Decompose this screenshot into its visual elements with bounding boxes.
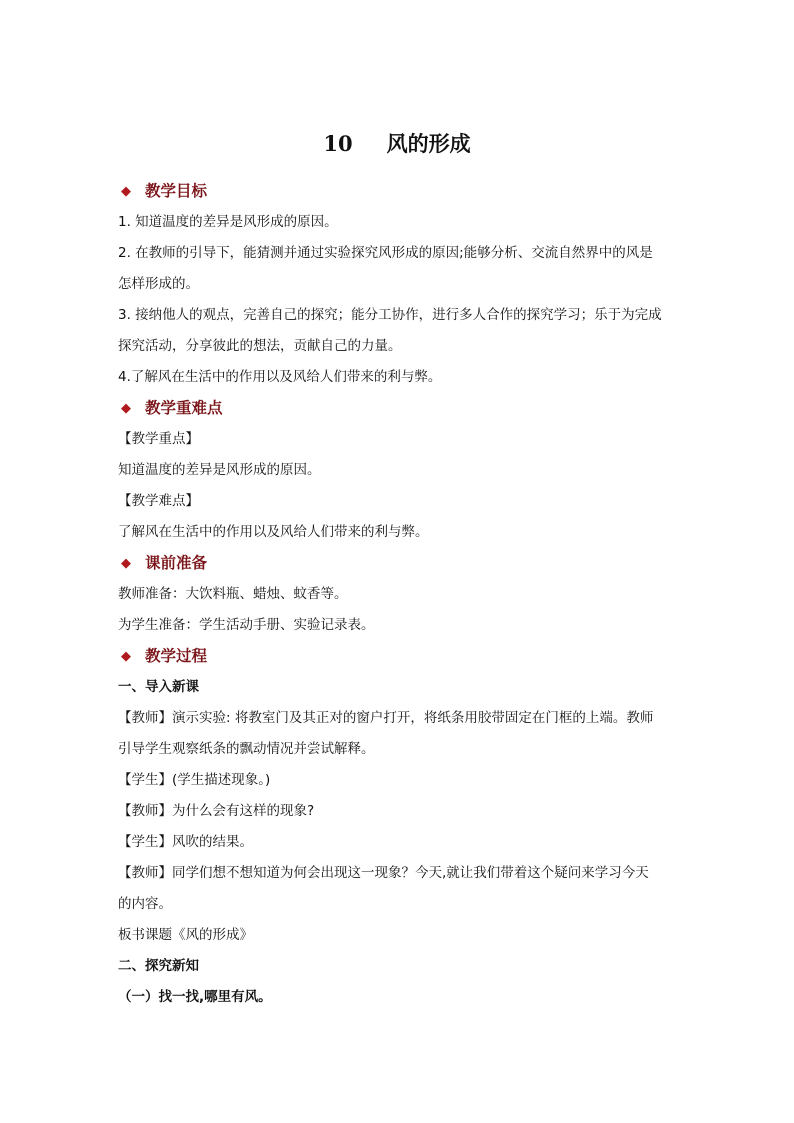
dialogue-line-continued: 的内容。 (118, 896, 172, 912)
dialogue-line: 【教师】同学们想不想知道为何会出现这一现象？今天,就让我们带着这个疑问来学习今天 (118, 865, 649, 881)
diamond-bullet-icon: ◆ (121, 556, 131, 571)
section-heading-text: 教学过程 (145, 647, 208, 665)
teacher-preparation: 教师准备：大饮料瓶、蜡烛、蚊香等。 (118, 586, 348, 602)
objective-item: 1. 知道温度的差异是风形成的原因。 (118, 214, 338, 230)
objective-item: 3. 接纳他人的观点，完善自己的探究；能分工协作，进行多人合作的探究学习；乐于为完成 (118, 307, 662, 323)
objective-item: 4.了解风在生活中的作用以及风给人们带来的利与弊。 (118, 369, 442, 385)
section-heading-text: 教学重难点 (145, 399, 223, 417)
key-point-text: 知道温度的差异是风形成的原因。 (118, 462, 321, 478)
section-heading-text: 课前准备 (145, 554, 208, 572)
dialogue-line: 【学生】风吹的结果。 (118, 834, 253, 850)
section-heading-process (118, 641, 678, 672)
objective-item-continued: 怎样形成的。 (118, 276, 199, 292)
difficulty-label: 【教学难点】 (118, 493, 199, 509)
section-heading-preparation (118, 548, 678, 579)
objective-item-continued: 探究活动，分享彼此的想法，贡献自己的力量。 (118, 338, 402, 354)
dialogue-line: 【教师】为什么会有这样的现象? (118, 803, 315, 819)
dialogue-line: 【教师】演示实验: 将教室门及其正对的窗户打开，将纸条用胶带固定在门框的上端。教师 (118, 710, 654, 726)
dialogue-line: 【学生】(学生描述现象。) (118, 772, 271, 788)
document-body (118, 176, 678, 1013)
key-point-label: 【教学重点】 (118, 431, 199, 447)
diamond-bullet-icon: ◆ (121, 401, 131, 416)
section-heading-key-points (118, 393, 678, 424)
part-title-introduction: 一、导入新课 (118, 679, 199, 695)
subsection-title: （一）找一找,哪里有风。 (118, 989, 272, 1005)
page-title (0, 130, 794, 158)
diamond-bullet-icon: ◆ (121, 184, 131, 199)
difficulty-text: 了解风在生活中的作用以及风给人们带来的利与弊。 (118, 524, 429, 540)
diamond-bullet-icon: ◆ (121, 649, 131, 664)
section-heading-objectives (118, 176, 678, 207)
student-preparation: 为学生准备：学生活动手册、实验记录表。 (118, 617, 375, 633)
section-heading-text: 教学目标 (145, 182, 208, 200)
lesson-title: 风的形成 (386, 131, 471, 156)
dialogue-line-continued: 引导学生观察纸条的飘动情况并尝试解释。 (118, 741, 375, 757)
blackboard-title: 板书课题《风的形成》 (118, 927, 253, 943)
lesson-number: 10 (323, 131, 353, 156)
objective-item: 2. 在教师的引导下，能猜测并通过实验探究风形成的原因;能够分析、交流自然界中的风是 (118, 245, 653, 261)
part-title-exploration: 二、探究新知 (118, 958, 199, 974)
